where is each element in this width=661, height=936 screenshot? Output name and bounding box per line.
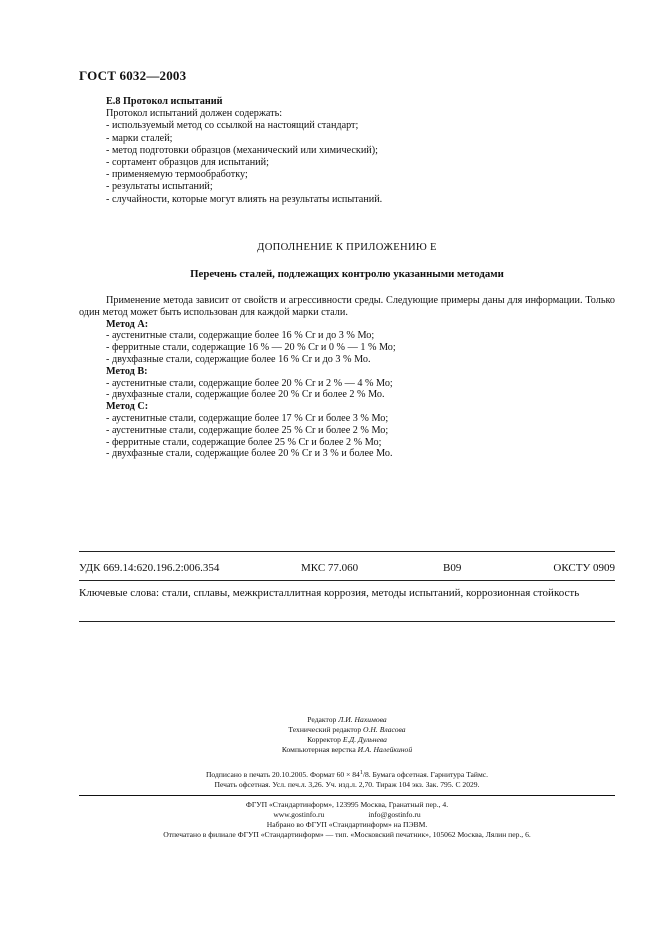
list-item: - двухфазные стали, содержащие более 16 % Cr и до 3 % Мо. (106, 353, 371, 365)
classification-row (79, 562, 615, 576)
imprint-publisher (79, 800, 615, 840)
method-a-label: Метод А: (106, 318, 149, 330)
supplement-title: Перечень сталей, подлежащих контролю указанными методами (190, 268, 504, 280)
email-link[interactable]: info@gostinfo.ru (368, 810, 421, 819)
section-e8-title: Е.8 Протокол испытаний (106, 96, 223, 107)
tech-editor-name: О.Н. Власова (363, 725, 406, 734)
divider (79, 621, 615, 622)
supplement-heading: ДОПОЛНЕНИЕ К ПРИЛОЖЕНИЮ Е (257, 242, 437, 253)
supplement-body (79, 295, 615, 460)
okstu-code: ОКСТУ 0909 (553, 562, 615, 574)
list-item: - случайности, которые могут влиять на результаты испытаний. (106, 193, 383, 205)
list-item: - двухфазные стали, содержащие более 20 % Cr и 3 % и более Мо. (106, 448, 393, 460)
list-item: - марки сталей; (106, 132, 173, 144)
list-item: - метод подготовки образцов (механический или химический); (106, 144, 378, 156)
keywords: Ключевые слова: стали, сплавы, межкристаллитная коррозия, методы испытаний, коррозионная стойкость (79, 587, 580, 599)
proofreader-name: Е.Д. Дульнева (342, 735, 387, 744)
document-header: ГОСТ 6032—2003 (79, 68, 187, 83)
printed-note: Отпечатано в филиале ФГУП «Стандартинформ» — тип. «Московский печатник», 105062 Москва, Лялин пер., 6. (163, 830, 531, 839)
proofreader-role: Корректор (307, 735, 341, 744)
supplement-paragraph: Применение метода зависит от свойств и агрессивности среды. Следующие примеры даны для информации. Только один метод может быть использован для каждой марки стали. (79, 295, 615, 318)
divider (79, 580, 615, 581)
udc-code: УДК 669.14:620.196.2:006.354 (79, 562, 220, 574)
list-item: - применяемую термообработку; (106, 169, 248, 181)
layout-name: И.А. Налейкиной (357, 745, 413, 754)
divider (79, 551, 615, 552)
signed-text-end: /8. Бумага офсетная. Гарнитура Таймс. (362, 770, 489, 779)
publisher-address: ФГУП «Стандартинформ», 123995 Москва, Гранатный пер., 4. (245, 800, 449, 809)
imprint-print-info (79, 770, 615, 790)
list-item: - используемый метод со ссылкой на настоящий стандарт; (106, 120, 359, 132)
list-item: - ферритные стали, содержащие более 25 % Cr и более 2 % Мо; (106, 436, 382, 448)
list-item: - результаты испытаний; (106, 181, 213, 193)
signed-text: Подписано в печать 20.10.2005. Формат 60 × 84 (205, 770, 360, 779)
editor-name: Л.И. Нахимова (338, 715, 387, 724)
list-item: - сортамент образцов для испытаний; (106, 157, 269, 169)
list-item: - аустенитные стали, содержащие более 20 % Cr и 2 % — 4 % Мо; (106, 377, 393, 389)
section-e8 (106, 96, 626, 206)
editor-role: Редактор (307, 715, 337, 724)
layout-role: Компьютерная верстка (281, 745, 356, 754)
mks-code: МКС 77.060 (301, 562, 359, 574)
list-item: - двухфазные стали, содержащие более 20 % Cr и более 2 % Мо. (106, 389, 385, 401)
tech-editor-role: Технический редактор (288, 725, 362, 734)
method-c-label: Метод С: (106, 401, 149, 413)
imprint-credits (79, 715, 615, 755)
format-sup: 1 (359, 770, 363, 776)
list-item: - аустенитные стали, содержащие более 17 % Cr и более 3 % Мо; (106, 412, 389, 424)
typeset-note: Набрано во ФГУП «Стандартинформ» на ПЭВМ. (266, 820, 428, 829)
section-e8-intro: Протокол испытаний должен содержать: (106, 108, 283, 120)
list-item: - аустенитные стали, содержащие более 25 % Cr и более 2 % Мо; (106, 424, 389, 436)
divider (79, 795, 615, 796)
list-item: - аустенитные стали, содержащие более 16 % Cr и до 3 % Мо; (106, 330, 375, 342)
print-line: Печать офсетная. Усл. печ.л. 3,26. Уч. изд.л. 2,70. Тираж 104 экз. Зак. 795. С 2029. (214, 780, 480, 789)
website-link[interactable]: www.gostinfo.ru (273, 810, 325, 819)
category-code: В09 (443, 562, 462, 574)
list-item: - ферритные стали, содержащие 16 % — 20 % Cr и 0 % — 1 % Мо; (106, 342, 396, 354)
method-b-label: Метод В: (106, 365, 148, 377)
